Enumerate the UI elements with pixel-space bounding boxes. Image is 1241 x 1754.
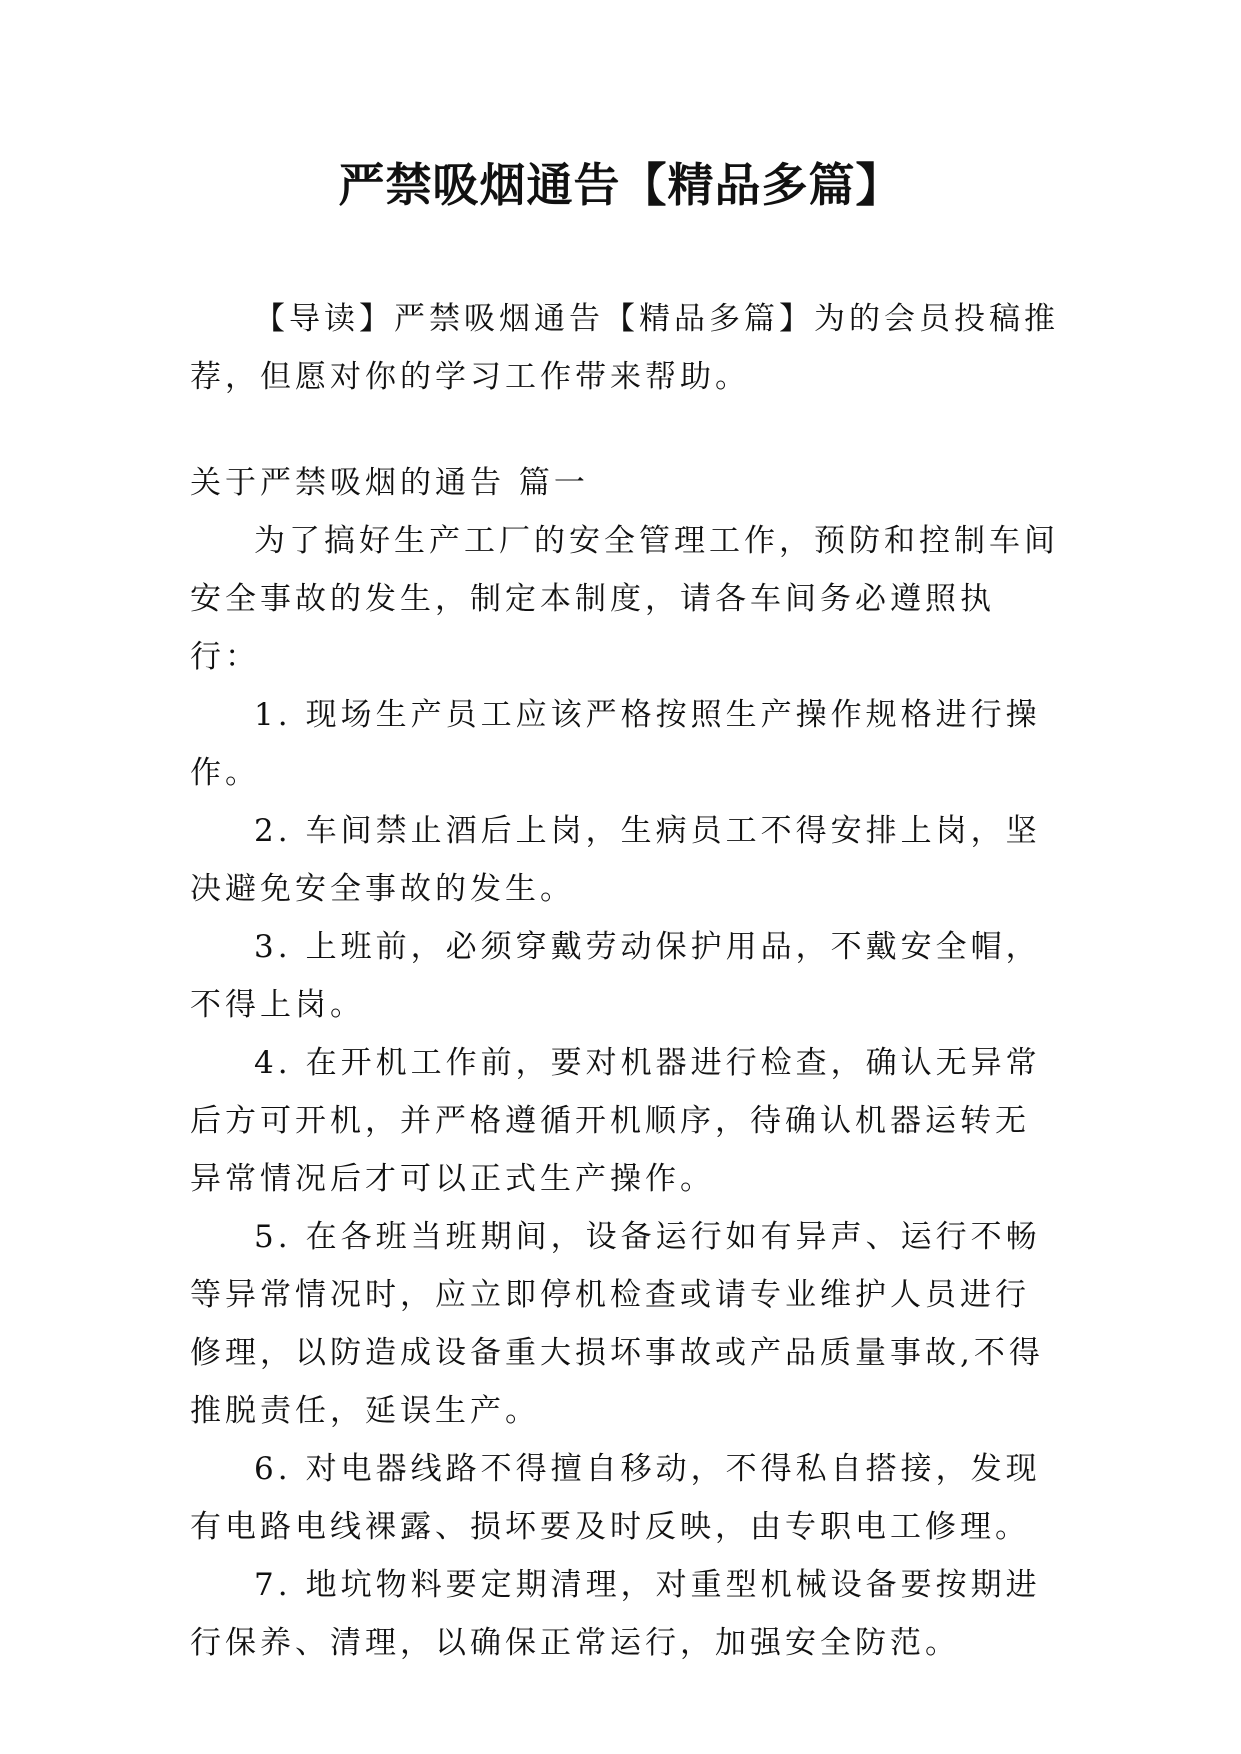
list-item — [190, 802, 1060, 918]
item-text: 在开机工作前，要对机器进行检查，确认无异常后方可开机，并严格遵循开机顺序，待确认机器运转无异常情况后才可以正式生产操作。 — [190, 1045, 1041, 1197]
intro-paragraph: 【导读】严禁吸烟通告【精品多篇】为的会员投稿推荐，但愿对你的学习工作带来帮助。 — [190, 301, 1059, 395]
document-title: 严禁吸烟通告【精品多篇】 — [338, 158, 903, 212]
item-text: 地坑物料要定期清理，对重型机械设备要按期进行保养、清理，以确保正常运行，加强安全防范。 — [190, 1567, 1041, 1661]
list-item — [190, 1556, 1060, 1672]
section-heading: 关于严禁吸烟的通告 篇一 — [190, 465, 589, 501]
item-number: 1. — [254, 697, 292, 733]
item-text: 对电器线路不得擅自移动，不得私自搭接，发现有电路电线裸露、损坏要及时反映，由专职电工修理。 — [190, 1451, 1041, 1545]
lead-paragraph: 为了搞好生产工厂的安全管理工作，预防和控制车间安全事故的发生，制定本制度，请各车间务必遵照执行： — [190, 523, 1059, 675]
list-item — [190, 1034, 1060, 1208]
item-number: 4. — [254, 1045, 292, 1081]
item-number: 2. — [254, 813, 292, 849]
item-number: 7. — [254, 1567, 292, 1603]
item-text: 车间禁止酒后上岗，生病员工不得安排上岗，坚决避免安全事故的发生。 — [190, 813, 1041, 907]
item-number: 3. — [254, 929, 292, 965]
item-number: 5. — [254, 1219, 292, 1255]
item-text: 现场生产员工应该严格按照生产操作规格进行操作。 — [190, 697, 1041, 791]
item-text: 上班前，必须穿戴劳动保护用品，不戴安全帽，不得上岗。 — [190, 929, 1041, 1023]
list-item — [190, 686, 1060, 802]
list-item — [190, 1440, 1060, 1556]
document-body — [190, 290, 1060, 1672]
item-number: 6. — [254, 1451, 292, 1487]
item-text: 在各班当班期间，设备运行如有异声、运行不畅等异常情况时，应立即停机检查或请专业维护人员进行修理，以防造成设备重大损坏事故或产品质量事故,不得推脱责任，延误生产。 — [190, 1219, 1044, 1429]
list-item — [190, 918, 1060, 1034]
list-item — [190, 1208, 1060, 1440]
